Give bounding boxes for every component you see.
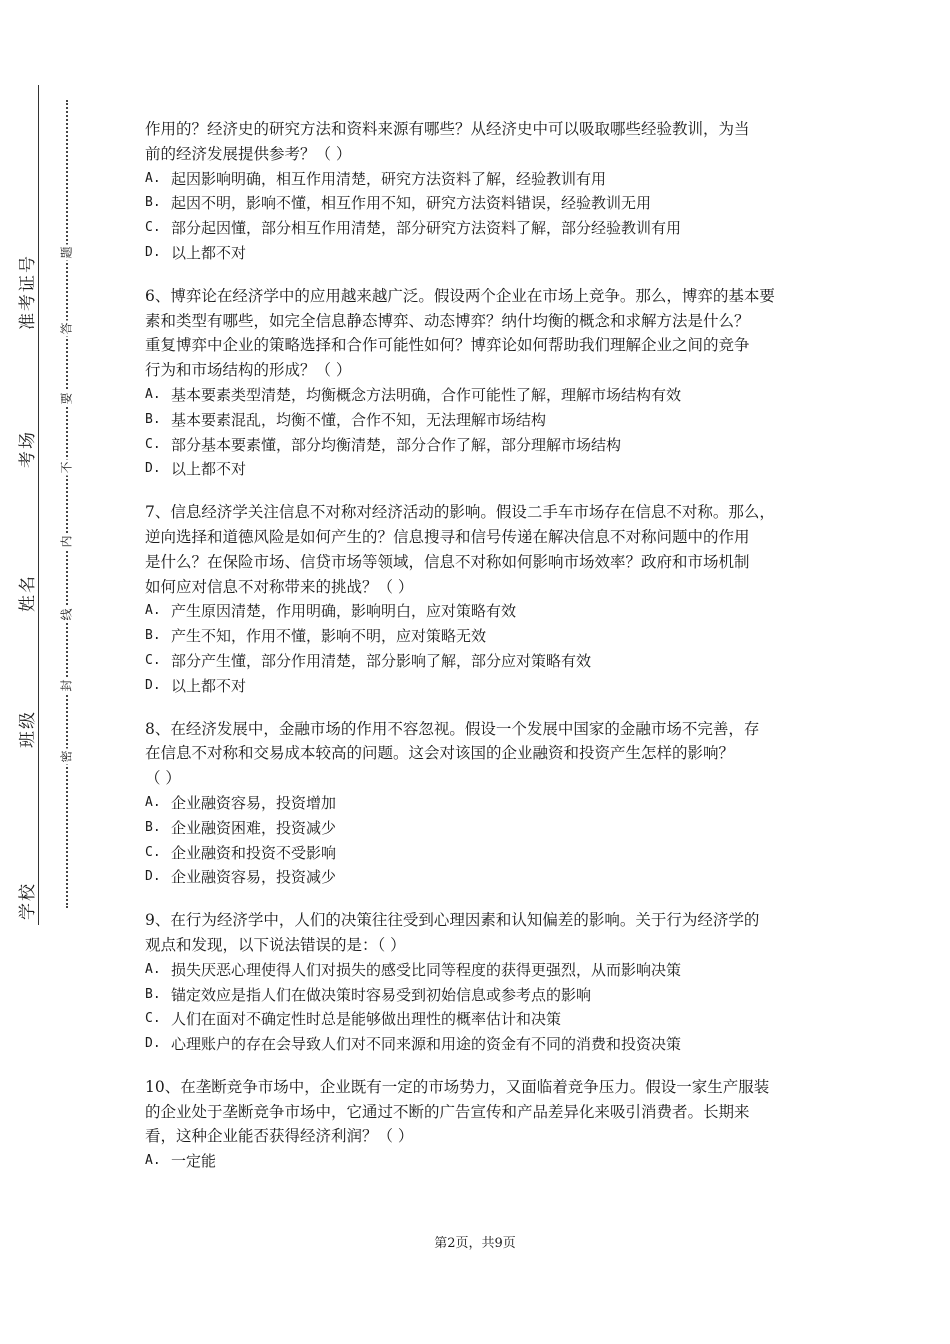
option-d[interactable]: D. 心理账户的存在会导致人们对不同来源和用途的资金有不同的消费和投资决策 — [145, 1035, 682, 1054]
seal-char: 封 — [56, 678, 77, 694]
option-d[interactable]: D. 以上都不对 — [145, 676, 247, 695]
binding-margin — [0, 0, 110, 1344]
question-stem-line: 8、在经济发展中，金融市场的作用不容忽视。假设一个发展中国家的金融市场不完善，存 — [145, 719, 760, 738]
seal-char: 要 — [56, 391, 77, 407]
question-stem-line: 的企业处于垄断竞争市场中，它通过不断的广告宣传和产品差异化来吸引消费者。长期来 — [145, 1102, 750, 1121]
option-a[interactable]: A. 基本要素类型清楚，均衡概念方法明确，合作可能性了解，理解市场结构有效 — [145, 385, 682, 404]
label-ticket-number: 准考证号 — [18, 254, 38, 330]
option-c[interactable]: C. 人们在面对不确定性时总是能够做出理性的概率估计和决策 — [145, 1010, 562, 1029]
question-stem-line: 行为和市场结构的形成？（ ） — [145, 361, 352, 380]
seal-char: 不 — [56, 460, 77, 476]
question-stem-line: 10、在垄断竞争市场中，企业既有一定的市场势力，又面临着竞争压力。假设一家生产服装 — [145, 1077, 770, 1096]
question-stem-line: 在信息不对称和交易成本较高的问题。这会对该国的企业融资和投资产生怎样的影响？ — [145, 744, 735, 763]
seal-char: 线 — [56, 607, 77, 623]
option-c[interactable]: C. 企业融资和投资不受影响 — [145, 843, 337, 862]
option-c[interactable]: C. 部分产生懂，部分作用清楚，部分影响了解，部分应对策略有效 — [145, 651, 592, 670]
option-d[interactable]: D. 以上都不对 — [145, 243, 247, 262]
question-stem-line: 前的经济发展提供参考？（ ） — [145, 144, 352, 163]
question-stem-line: 观点和发现，以下说法错误的是：（ ） — [145, 935, 406, 954]
option-d[interactable]: D. 企业融资容易，投资减少 — [145, 868, 337, 887]
question-stem-line: 是什么？在保险市场、信贷市场等领域，信息不对称如何影响市场效率？政府和市场机制 — [145, 552, 750, 571]
question-stem-line: 7、信息经济学关注信息不对称对经济活动的影响。假设二手车市场存在信息不对称。那么， — [145, 503, 775, 522]
seal-char: 密 — [56, 749, 77, 765]
label-name: 姓名 — [18, 574, 38, 612]
question-9 — [145, 908, 810, 1057]
option-c[interactable]: C. 部分起因懂，部分相互作用清楚，部分研究方法资料了解，部分经验教训有用 — [145, 219, 682, 238]
option-a[interactable]: A. 损失厌恶心理使得人们对损失的感受比同等程度的获得更强烈，从而影响决策 — [145, 960, 682, 979]
option-a[interactable]: A. 起因影响明确，相互作用清楚，研究方法资料了解，经验教训有用 — [145, 169, 607, 188]
label-school: 学校 — [18, 882, 38, 920]
seal-char: 题 — [56, 245, 77, 261]
question-stem-line: 9、在行为经济学中，人们的决策往往受到心理因素和认知偏差的影响。关于行为经济学的 — [145, 911, 760, 930]
question-stem-line: 素和类型有哪些，如完全信息静态博弈、动态博弈？纳什均衡的概念和求解方法是什么？ — [145, 311, 750, 330]
question-stem-line: 作用的？经济史的研究方法和资料来源有哪些？从经济史中可以吸取哪些经验教训，为当 — [145, 120, 750, 138]
option-b[interactable]: B. 企业融资困难，投资减少 — [145, 818, 337, 837]
question-stem-line: 看，这种企业能否获得经济利润？（ ） — [145, 1127, 414, 1146]
binding-solid-line — [38, 85, 39, 925]
question-10 — [145, 1075, 810, 1174]
seal-char: 答 — [56, 321, 77, 337]
option-b[interactable]: B. 锚定效应是指人们在做决策时容易受到初始信息或参考点的影响 — [145, 985, 592, 1004]
question-stem-line: 6、博弈论在经济学中的应用越来越广泛。假设两个企业在市场上竞争。那么，博弈的基本要 — [145, 286, 775, 305]
option-b[interactable]: B. 起因不明，影响不懂，相互作用不知，研究方法资料错误，经验教训无用 — [145, 194, 652, 213]
seal-char: 内 — [56, 534, 77, 550]
option-d[interactable]: D. 以上都不对 — [145, 460, 247, 479]
option-a[interactable]: A. 产生原因清楚，作用明确，影响明白，应对策略有效 — [145, 602, 517, 621]
seal-dotted-line — [66, 100, 68, 908]
question-8 — [145, 717, 810, 891]
question-list — [145, 117, 810, 1192]
question-stem-line: 如何应对信息不对称带来的挑战？（ ） — [145, 577, 414, 596]
option-b[interactable]: B. 基本要素混乱，均衡不懂，合作不知，无法理解市场结构 — [145, 410, 547, 429]
option-a[interactable]: A. 一定能 — [145, 1152, 217, 1171]
option-b[interactable]: B. 产生不知，作用不懂，影响不明，应对策略无效 — [145, 627, 487, 646]
question-stem-line: 重复博弈中企业的策略选择和合作可能性如何？博弈论如何帮助我们理解企业之间的竞争 — [145, 336, 750, 355]
question-5-continued — [145, 117, 810, 266]
label-class: 班级 — [18, 710, 38, 748]
question-6 — [145, 284, 810, 482]
option-c[interactable]: C. 部分基本要素懂，部分均衡清楚，部分合作了解，部分理解市场结构 — [145, 435, 622, 454]
question-stem-line: （ ） — [145, 769, 181, 788]
question-7 — [145, 500, 810, 698]
label-exam-room: 考场 — [18, 430, 38, 468]
question-stem-line: 逆向选择和道德风险是如何产生的？信息搜寻和信号传递在解决信息不对称问题中的作用 — [145, 527, 750, 546]
page-footer: 第2页，共9页 — [434, 1236, 516, 1251]
option-a[interactable]: A. 企业融资容易，投资增加 — [145, 793, 337, 812]
